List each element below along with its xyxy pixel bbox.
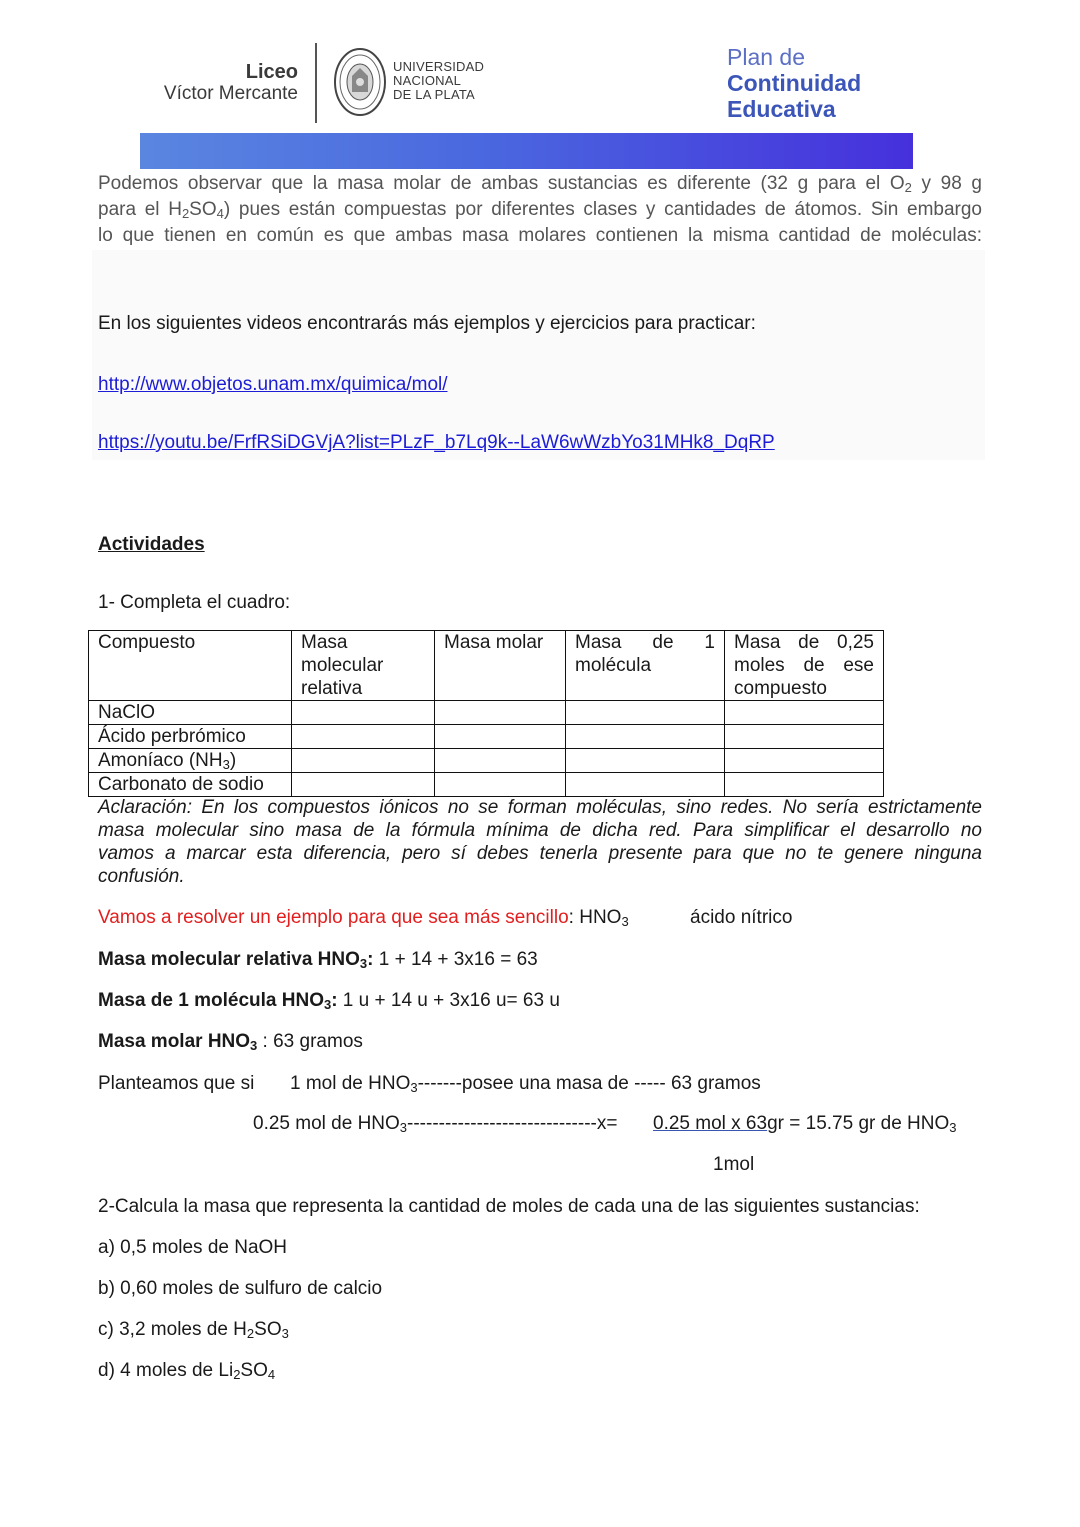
example-calc-right: 0.25 mol x 63gr = 15.75 gr de $HNO_3$ bbox=[653, 1113, 957, 1135]
university-name bbox=[393, 60, 484, 102]
clarification-note: Aclaración: En los compuestos iónicos no se forman moléculas, sino redes. No sería estrictamente masa molecular sino masa de la fórmula mínima de dicha red. Para simplificar el desarrollo no vamos a marcar esta diferencia, pero sí debes tenerla presente para que no te genere ninguna confusión. bbox=[98, 797, 982, 887]
university-line1: UNIVERSIDAD bbox=[393, 59, 485, 74]
header-compound: Compuesto bbox=[89, 631, 292, 701]
answer-cell[interactable] bbox=[292, 749, 435, 773]
example-calc-left: 0.25 mol de $HNO_3------------------------------x=$ bbox=[253, 1113, 618, 1135]
example-intro: Vamos a resolver un ejemplo para que sea más sencillo: $HNO_3$ bbox=[98, 907, 629, 929]
answer-cell[interactable] bbox=[292, 773, 435, 797]
videos-intro-text: En los siguientes videos encontrarás más ejemplos y ejercicios para practicar: bbox=[98, 313, 756, 334]
answer-cell[interactable] bbox=[566, 725, 725, 749]
table-header-row bbox=[89, 631, 884, 701]
header-divider bbox=[315, 43, 317, 123]
table-row bbox=[89, 701, 884, 725]
example-calc-denominator: 1mol bbox=[713, 1154, 755, 1175]
intro-line-1: Podemos observar que la masa molar de ambas sustancias es diferente (32 g para el $O_2$ y 98 g bbox=[98, 173, 982, 195]
university-line3: DE LA PLATA bbox=[393, 87, 475, 102]
answer-cell[interactable] bbox=[566, 749, 725, 773]
example-mass-one-molecule: Masa de 1 molécula $HNO_3$: 1 u + 14 u + 3x16 u= 63 u bbox=[98, 990, 560, 1012]
answer-cell[interactable] bbox=[435, 725, 566, 749]
example-relative-molecular-mass: Masa molecular relativa $HNO_3$: 1 + 14 + 3x16 = 63 bbox=[98, 949, 538, 971]
header-relative-molecular-mass: Masa molecular relativa bbox=[292, 631, 435, 701]
question-2d: d) 4 moles de $Li_2SO_4$ bbox=[98, 1360, 276, 1382]
school-name-line2: Víctor Mercante bbox=[163, 83, 298, 104]
table-row bbox=[89, 725, 884, 749]
compound-cell: NaClO bbox=[89, 701, 292, 725]
university-seal-icon bbox=[333, 46, 387, 118]
table-row bbox=[89, 749, 884, 773]
plan-line2: Continuidad bbox=[727, 70, 862, 96]
header-molar-mass: Masa molar bbox=[435, 631, 566, 701]
header-banner bbox=[140, 133, 913, 169]
question-2c: c) 3,2 moles de $H_2SO_3$ bbox=[98, 1319, 289, 1341]
compound-cell: Amoníaco $(NH_3)$ bbox=[89, 749, 292, 773]
plan-logo-text bbox=[727, 44, 861, 122]
university-line2: NACIONAL bbox=[393, 73, 462, 88]
answer-cell[interactable] bbox=[435, 749, 566, 773]
school-logo-text bbox=[150, 62, 298, 104]
answer-cell[interactable] bbox=[435, 773, 566, 797]
intro-line-2: para el $H_2SO_4$) pues están compuestas por diferentes clases y cantidades de átomos. Sin embargo bbox=[98, 199, 982, 221]
example-compound-name: ácido nítrico bbox=[690, 907, 793, 928]
compound-cell: Carbonato de sodio bbox=[89, 773, 292, 797]
answer-cell[interactable] bbox=[725, 749, 884, 773]
question-2a: a) 0,5 moles de NaOH bbox=[98, 1237, 288, 1258]
intro-line-3: lo que tienen en común es que ambas masa molares contienen la misma cantidad de moléculas: bbox=[98, 225, 982, 246]
answer-cell[interactable] bbox=[566, 773, 725, 797]
question-1-prompt: 1- Completa el cuadro: bbox=[98, 592, 291, 613]
question-2b: b) 0,60 moles de sulfuro de calcio bbox=[98, 1278, 383, 1299]
plan-line1: Plan de bbox=[727, 44, 806, 70]
school-name-line1: Liceo bbox=[245, 61, 298, 83]
answer-cell[interactable] bbox=[725, 725, 884, 749]
example-setup-proportion: 1 mol de $HNO_3------$-posee una masa de ----- 63 gramos bbox=[290, 1073, 761, 1095]
unam-mol-link[interactable]: http://www.objetos.unam.mx/quimica/mol/ bbox=[98, 374, 448, 395]
answer-cell[interactable] bbox=[725, 773, 884, 797]
answer-cell[interactable] bbox=[292, 701, 435, 725]
header-mass-025-moles: Masa de 0,25 moles de ese compuesto bbox=[725, 631, 884, 701]
answer-cell[interactable] bbox=[292, 725, 435, 749]
videos-section-background bbox=[92, 250, 985, 460]
example-molar-mass: Masa molar $HNO_3$ : 63 gramos bbox=[98, 1031, 363, 1053]
activities-heading: Actividades bbox=[98, 534, 205, 555]
compound-cell: Ácido perbrómico bbox=[89, 725, 292, 749]
answer-cell[interactable] bbox=[725, 701, 884, 725]
answer-cell[interactable] bbox=[435, 701, 566, 725]
example-setup-label: Planteamos que si bbox=[98, 1073, 255, 1094]
header-mass-one-molecule: Masa de 1 molécula bbox=[566, 631, 725, 701]
compounds-table bbox=[88, 630, 884, 797]
answer-cell[interactable] bbox=[566, 701, 725, 725]
youtube-playlist-link[interactable]: https://youtu.be/FrfRSiDGVjA?list=PLzF_b7Lq9k--LaW6wWzbYo31MHk8_DqRP bbox=[98, 432, 775, 453]
plan-line3: Educativa bbox=[727, 96, 836, 122]
question-2-prompt: 2-Calcula la masa que representa la cantidad de moles de cada una de las siguientes sustancias: bbox=[98, 1196, 920, 1217]
table-row bbox=[89, 773, 884, 797]
